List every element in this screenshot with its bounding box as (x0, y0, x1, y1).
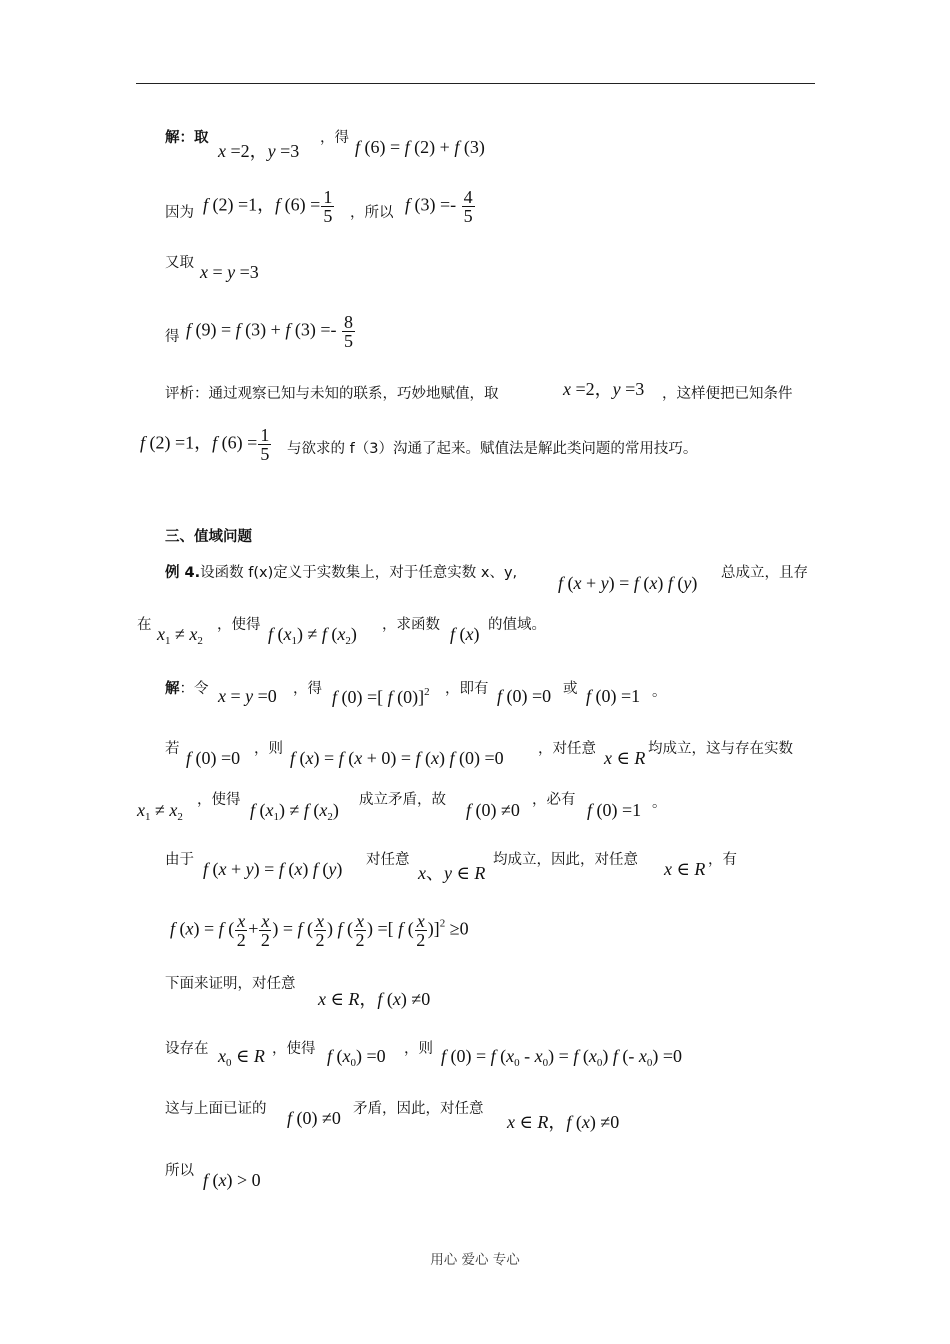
header-rule (136, 83, 815, 84)
text-holds-contradiction: 均成立，这与存在实数 (648, 741, 793, 757)
math-f0-ne-0: f (0) ≠0 (466, 800, 520, 820)
math-f0-chain: f (0) = f $(x_0 - x_0) = f$ $(x_0)$ f (- $x_0) =0$ (441, 1046, 683, 1069)
text-suppose: 设存在 (165, 1041, 209, 1057)
text-proven: 这与上面已证的 (165, 1101, 267, 1117)
math-square-ineq: f (x) = f ( $\frac{x}{2}$ + $\frac{x}{2}$ ) = f ( $\frac{x}{2}$ ) f ( $\frac{x}{2}$ ) =[ f ( $\frac{x}{2}$ )]$^2$ ≥0 (170, 911, 469, 950)
math-f3: f (3) =- $\frac{4}{5}$ (405, 187, 473, 226)
example-4-statement (165, 563, 517, 583)
math-f0-1-b: f (0) =1 (587, 800, 642, 820)
text-so: ，所以 (350, 205, 394, 221)
text-period: 。 (652, 684, 667, 700)
example-label: 例 4. (165, 565, 201, 581)
math-fx-chain: f (x) = f (x + 0) = f (x) f (0) =0 (290, 748, 504, 768)
math-fxy: f (x + y) = f (x) f (y) (558, 573, 698, 593)
math-x2-y3: x =2，y =3 (218, 141, 300, 161)
math-x1-ne-x2-b: $x_1 \ne x_2$ (137, 800, 183, 823)
math-x-y-0: x = y =0 (218, 686, 277, 706)
text-period-2: 。 (652, 795, 667, 811)
solution-label: 解 (165, 130, 180, 146)
text-contradiction-2: 矛盾，因此，对任意 (353, 1101, 484, 1117)
example-text: 设函数 f(x)定义于实数集上，对于任意实数 x、y, (200, 565, 518, 581)
text-or: 或 (563, 681, 578, 697)
text-such-that-2: ，使得 (197, 792, 241, 808)
math-fx: f (x) (450, 624, 480, 644)
math-fxy-b: f (x + y) = f (x) f (y) (203, 859, 343, 879)
math-x-in-R-fx-ne-0: x ∈ R，f (x) ≠0 (318, 989, 431, 1009)
solution-label-2: 解 (165, 681, 180, 697)
text-comment: 评析：通过观察已知与未知的联系，巧妙地赋值，取 (165, 386, 499, 402)
math-x0-in-R: $x_0$ ∈ R (218, 1046, 265, 1069)
math-fx0-0: f $(x_0) =0$ (327, 1046, 386, 1069)
math-fx-gt-0: f (x) > 0 (203, 1170, 261, 1190)
math-fx1-ne-fx2: f $(x_1) \ne f$ $(x_2)$ (268, 624, 357, 647)
math-f0-eq-0: f (0) =0 (497, 686, 552, 706)
text-de: ，得 (320, 130, 349, 146)
math-x2-y3-b: x =2，y =3 (563, 379, 645, 399)
text-technique: 与欲求的 f（3）沟通了起来。赋值法是解此类问题的常用技巧。 (287, 441, 698, 457)
math-f2-f6: f (2) =1，f (6) = $\frac{1}{5}$ (203, 187, 333, 226)
math-f0-eq-1: f (0) =1 (586, 686, 641, 706)
text-then-2: ，则 (404, 1041, 433, 1057)
text-therefore: 均成立，因此，对任意 (493, 852, 638, 868)
math-x1-ne-x2: $x_1 \ne x_2$ (157, 624, 203, 647)
math-f6: f (6) = f (2) + f (3) (355, 137, 485, 157)
section-heading: 三、值域问题 (165, 529, 252, 545)
math-f0-0-b: f (0) =0 (186, 748, 241, 768)
math-x-in-R: x ∈ R (604, 748, 646, 768)
math-x-in-R-fx-ne-0-b: x ∈ R，f (x) ≠0 (507, 1112, 620, 1132)
text-i-e: ，即有 (445, 681, 489, 697)
page-footer: 用心 爱心 专心 (430, 1252, 520, 1268)
text-have: ，有 (708, 852, 737, 868)
solution-2-intro (165, 679, 209, 699)
text-get: 得 (165, 329, 180, 345)
text-find: ，求函数 (382, 617, 440, 633)
text-range: 的值域。 (488, 617, 546, 633)
text-if: 若 (165, 741, 180, 757)
text-de-2: ，得 (293, 681, 322, 697)
text-for-any-2: 对任意 (366, 852, 410, 868)
text-condition: ，这样便把已知条件 (662, 386, 793, 402)
math-x-in-R-b: x ∈ R (664, 859, 706, 879)
text-such-that-3: ，使得 (272, 1041, 316, 1057)
text-again: 又取 (165, 255, 194, 271)
text-contradiction: 成立矛盾，故 (359, 792, 446, 808)
text-zai: 在 (137, 617, 152, 633)
math-x-y-3: x = y =3 (200, 262, 259, 282)
text-because: 因为 (165, 205, 194, 221)
math-f0-ne-0-b: f (0) ≠0 (287, 1108, 341, 1128)
text-for-any: ，对任意 (538, 741, 596, 757)
text-since: 由于 (165, 852, 194, 868)
text-so-2: 所以 (165, 1163, 194, 1179)
math-xy-in-R: x、y ∈ R (418, 863, 486, 883)
text-prove: 下面来证明，对任意 (165, 976, 296, 992)
text-then: ，则 (254, 741, 283, 757)
text-always: 总成立，且存 (721, 565, 808, 581)
math-f2-f6-b: f (2) =1，f (6) = $\frac{1}{5}$ (140, 425, 270, 464)
text-let: ：令 (179, 681, 209, 697)
text-must: ，必有 (532, 792, 576, 808)
text-such-that: ，使得 (217, 617, 261, 633)
math-fx1-ne-fx2-b: f $(x_1) \ne f$ $(x_2)$ (250, 800, 339, 823)
solution-colon: ：取 (179, 130, 209, 146)
math-f9: f (9) = f (3) + f (3) =- $\frac{8}{5}$ (186, 312, 353, 351)
math-f0-sq: f (0) =[ f (0)]$^2$ (332, 686, 430, 707)
solution-1-intro (165, 128, 209, 148)
